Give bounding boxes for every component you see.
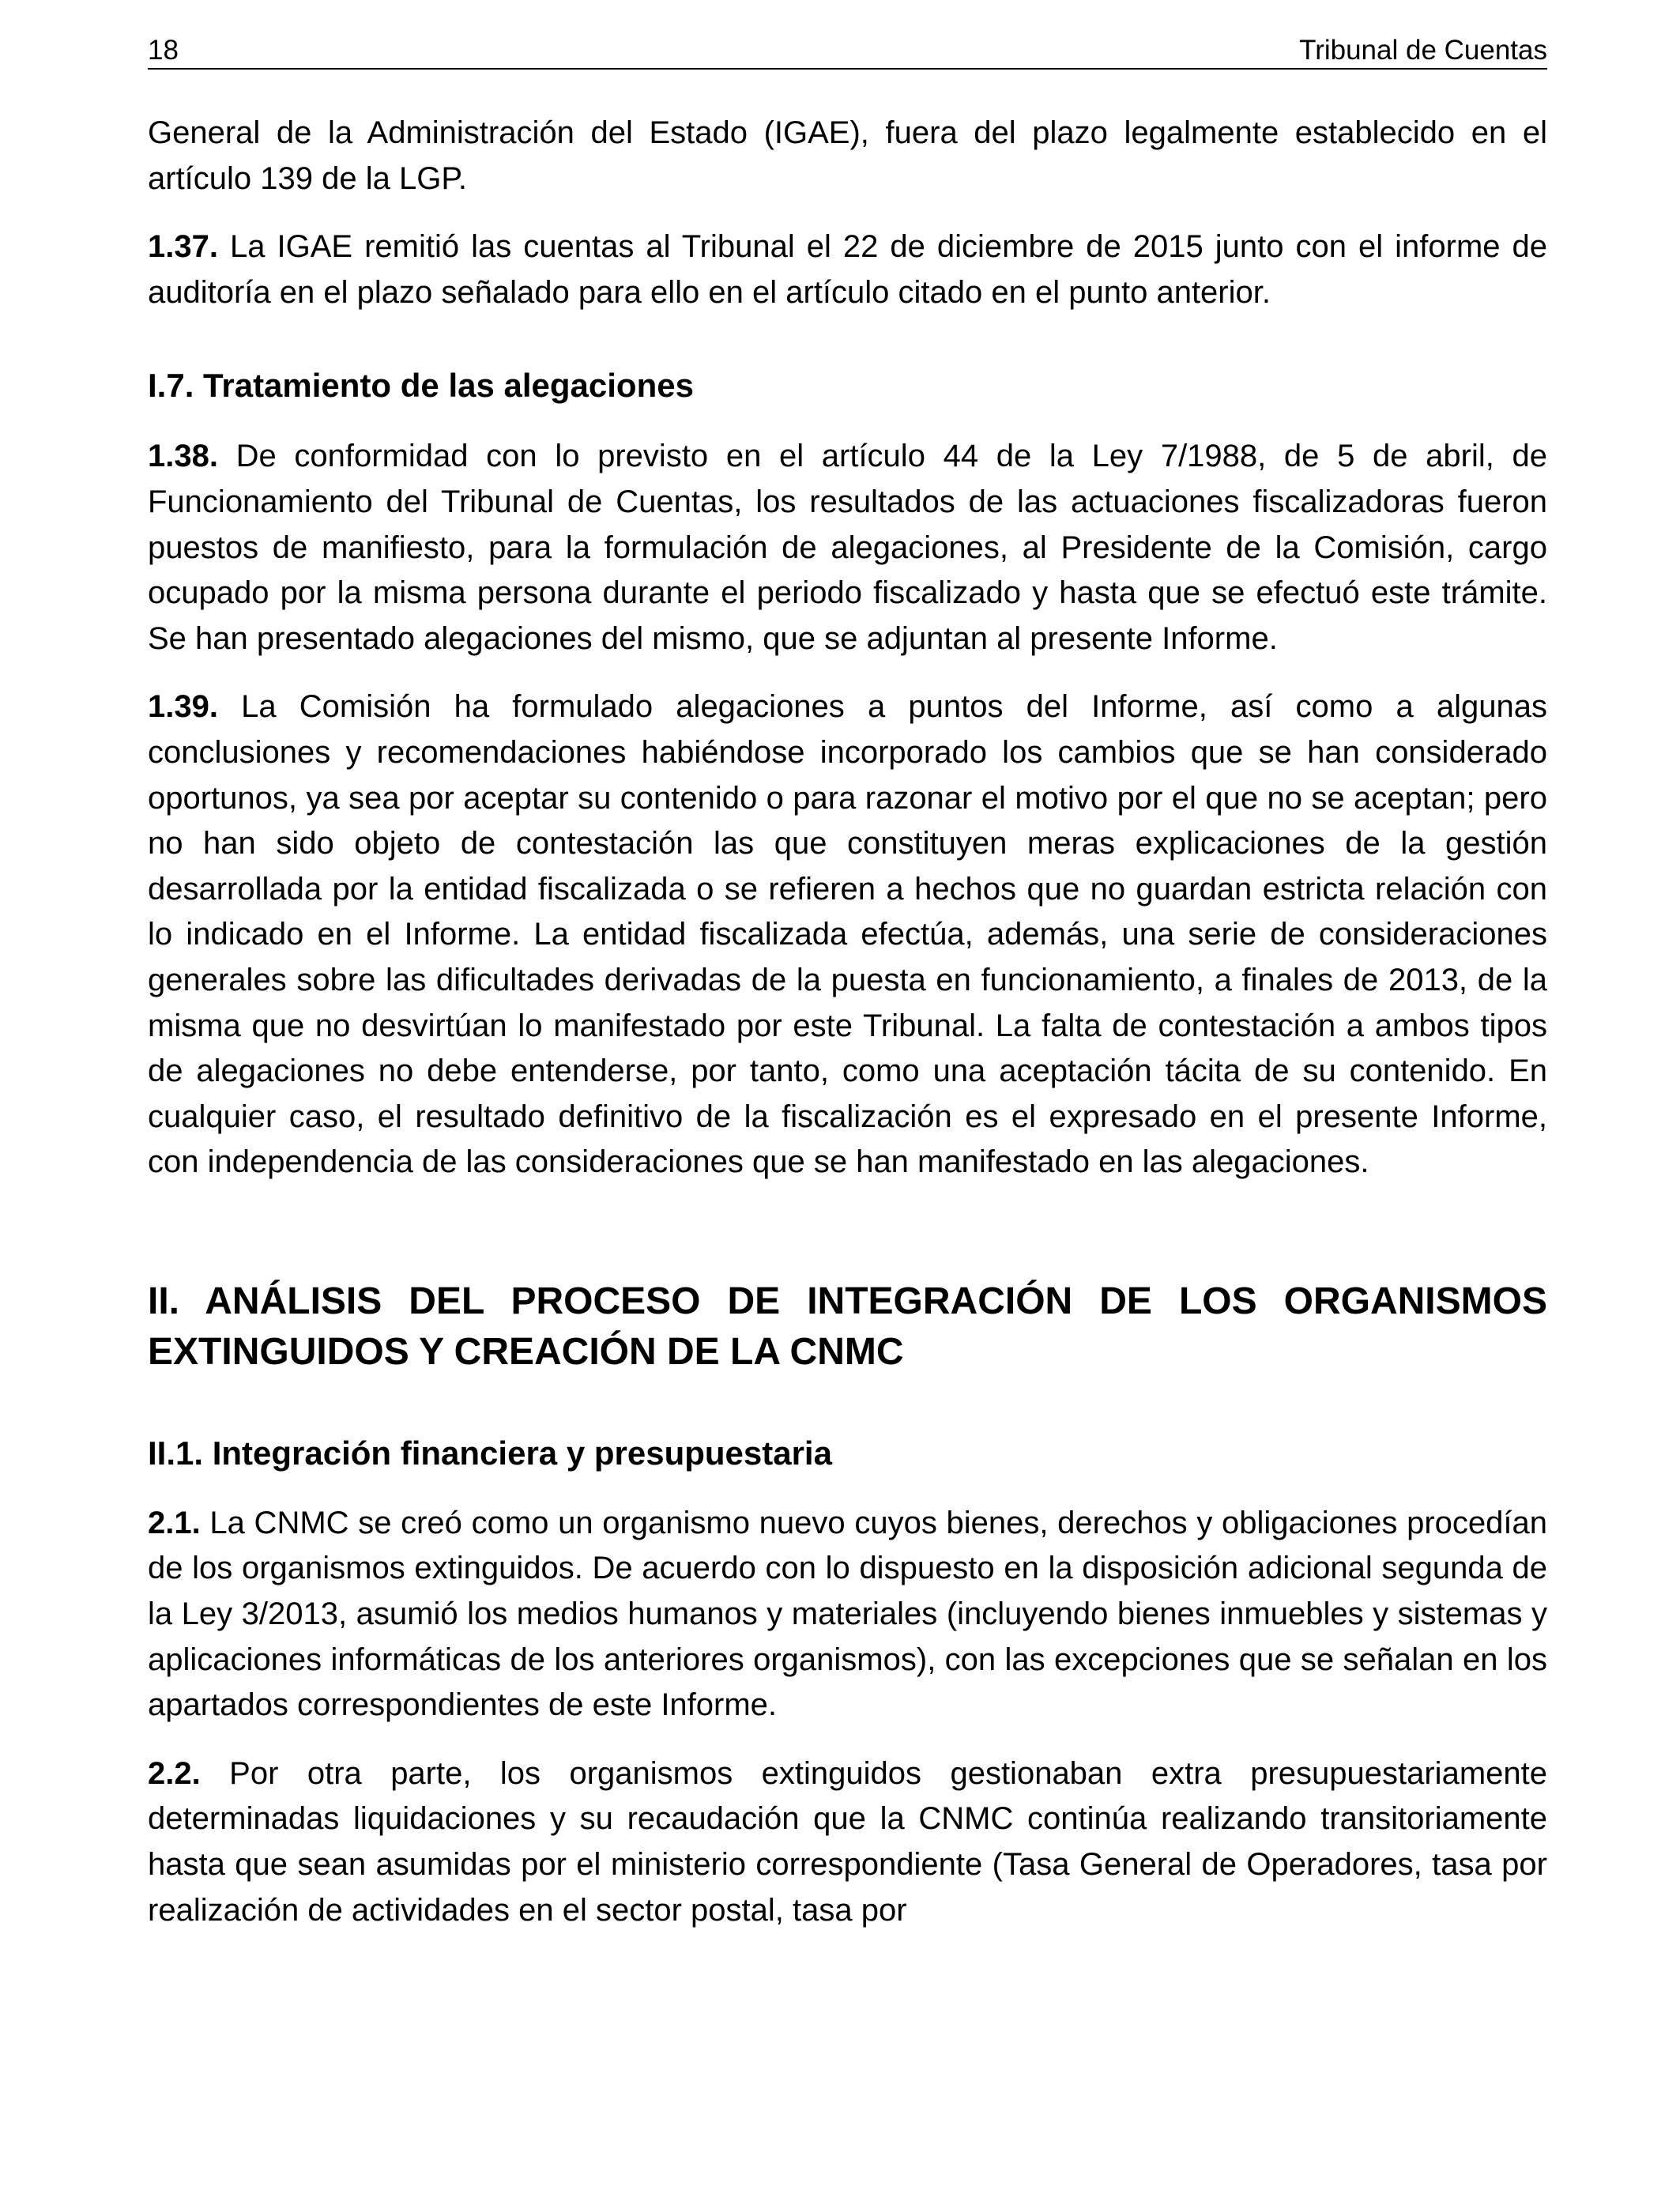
- paragraph-1-39: [148, 684, 1547, 1186]
- body-content: [148, 111, 1547, 1933]
- running-title: Tribunal de Cuentas: [1299, 35, 1547, 66]
- paragraph-1-38: [148, 434, 1547, 662]
- paragraph-text: La Comisión ha formulado alegaciones a puntos del Informe, así como a algunas conclusiones y recomendaciones habiéndose incorporado los cambios que se han considerado oportunos, ya sea por aceptar su contenido o para razonar el motivo por el que no se aceptan; pero no han sido objeto de contestación las que constituyen meras explicaciones de la gestión desarrollada por la entidad fiscalizada o se refieren a hechos que no guardan estricta relación con lo indicado en el Informe. La entidad fiscalizada efectúa, además, una serie de consideraciones generales sobre las dificultades derivadas de la puesta en funcionamiento, a finales de 2013, de la misma que no desvirtúan lo manifestado por este Tribunal. La falta de contestación a ambos tipos de alegaciones no debe entenderse, por tanto, como una aceptación tácita de su contenido. En cualquier caso, el resultado definitivo de la fiscalización es el expresado en el presente Informe, con independencia de las consideraciones que se han manifestado en las alegaciones.: [148, 689, 1547, 1180]
- section-heading-ii-1: II.1. Integración financiera y presupuestaria: [148, 1434, 832, 1472]
- paragraph-2-1: [148, 1501, 1547, 1728]
- page-header: [148, 35, 1547, 66]
- paragraph-1-37: [148, 224, 1547, 315]
- paragraph-text: La CNMC se creó como un organismo nuevo cuyos bienes, derechos y obligaciones procedían de los organismos extinguidos. De acuerdo con lo dispuesto en la disposición adicional segunda de la Ley 3/2013, asumió los medios humanos y materiales (incluyendo bienes inmuebles y sistemas y aplicaciones informáticas de los anteriores organismos), con las excepciones que se señalan en los apartados correspondientes de este Informe.: [148, 1505, 1547, 1723]
- page-number: 18: [148, 35, 179, 66]
- paragraph-number: 2.1.: [148, 1505, 201, 1540]
- paragraph-text: La IGAE remitió las cuentas al Tribunal el 22 de diciembre de 2015 junto con el informe de auditoría en el plazo señalado para ello en el artículo citado en el punto anterior.: [148, 229, 1547, 310]
- header-rule: [148, 68, 1547, 70]
- paragraph-text: De conformidad con lo previsto en el artículo 44 de la Ley 7/1988, de 5 de abril, de Funcionamiento del Tribunal de Cuentas, los resultados de las actuaciones fiscalizadoras fueron puestos de manifiesto, para la formulación de alegaciones, al Presidente de la Comisión, cargo ocupado por la misma persona durante el periodo fiscalizado y hasta que se efectuó este trámite. Se han presentado alegaciones del mismo, que se adjuntan al presente Informe.: [148, 439, 1547, 656]
- paragraph-continuation: General de la Administración del Estado (IGAE), fuera del plazo legalmente establecido en el artículo 139 de la LGP.: [148, 115, 1547, 196]
- paragraph-number: 1.37.: [148, 229, 218, 265]
- chapter-heading-ii: II. ANÁLISIS DEL PROCESO DE INTEGRACIÓN DE LOS ORGANISMOS EXTINGUIDOS Y CREACIÓN DE LA CNMC: [148, 1280, 1547, 1373]
- paragraph-number: 2.2.: [148, 1755, 201, 1791]
- paragraph-2-2: [148, 1751, 1547, 1933]
- paragraph-number: 1.38.: [148, 439, 218, 474]
- section-heading-i-7: I.7. Tratamiento de las alegaciones: [148, 367, 694, 405]
- paragraph-text: Por otra parte, los organismos extinguidos gestionaban extra presupuestariamente determinadas liquidaciones y su recaudación que la CNMC continúa realizando transitoriamente hasta que sean asumidas por el ministerio correspondiente (Tasa General de Operadores, tasa por realización de actividades en el sector postal, tasa por: [148, 1755, 1547, 1928]
- paragraph-number: 1.39.: [148, 689, 218, 725]
